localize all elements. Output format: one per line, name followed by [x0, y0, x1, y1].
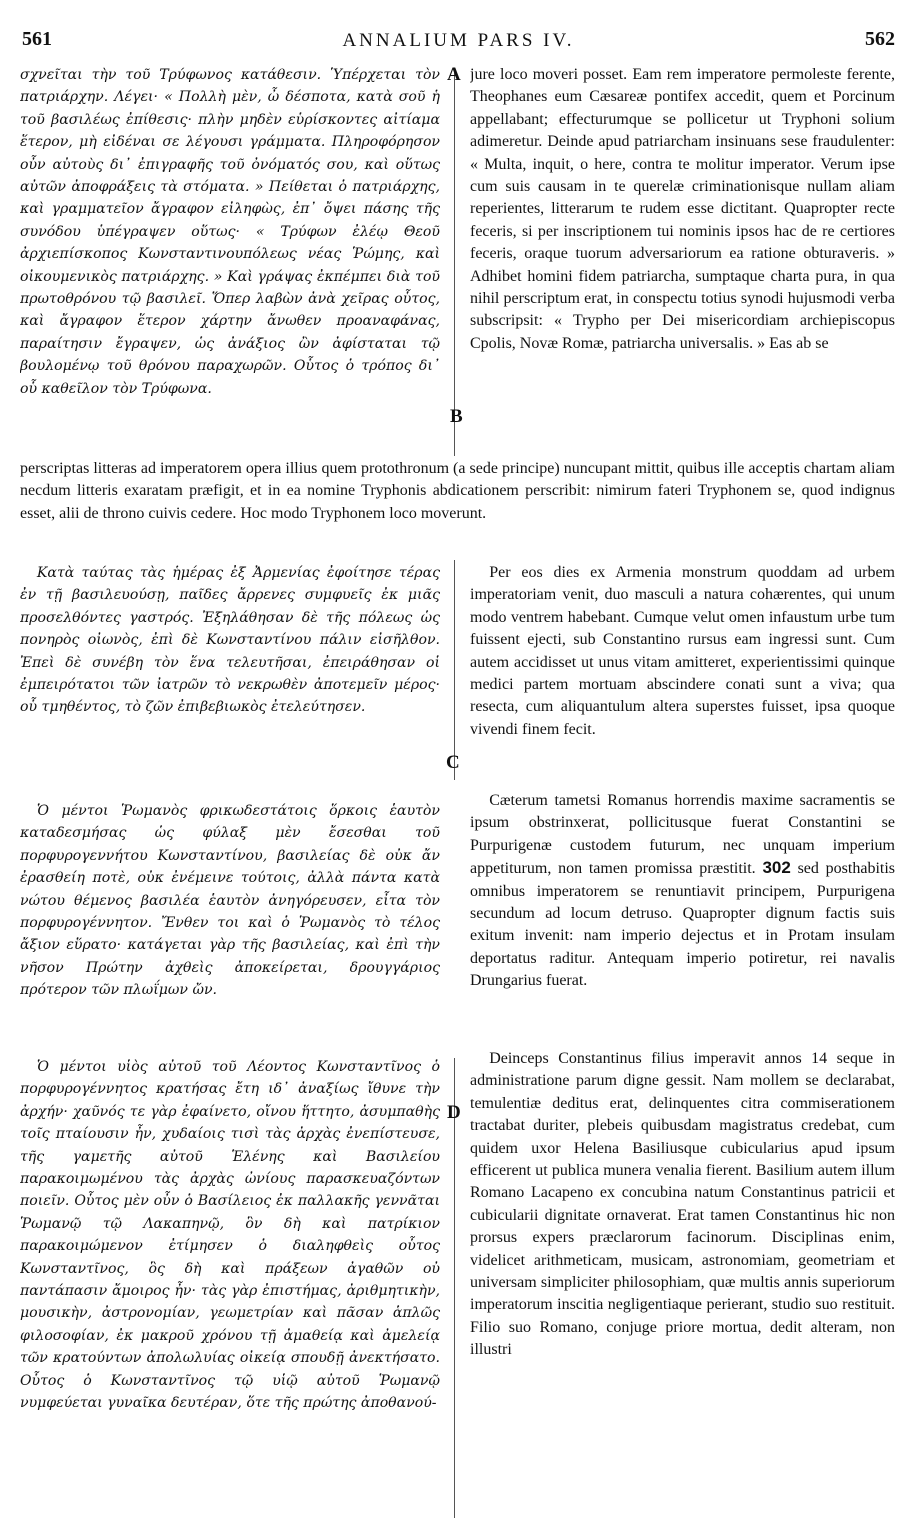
column-divider-bottom [454, 1058, 455, 1518]
column-divider-middle [454, 560, 455, 780]
latin-paragraph: Deinceps Constantinus filius imperavit annos 14 seque in administratione parum digne gessit. Nam mollem se declarabat, temulentiæ deditus erat, delinquentes citra commiserationem tractabat duriter, plebeis quibusdam magistratus credebat, cum quidem uxor Helena Basiliusque cubicularius apud ipsum efficerent ut publica munera venalia fierent. Basilium autem illum Romano Lacapeno ex concubina natum Constantinus patricii et cubicularii dignitate ornaverat. Erat tamen Constantinus hic non prorsus expers præclarorum facinorum. Disciplinas enim, videlicet arithmeticam, musicam, astronomiam, geometriam et universam simpliciter philosophiam, quæ multis annis superiorum imperatorum inscitia negligentiaque perierant, studio suo restituit. Filio suo Romano, conjuge priore mortua, dedit alteram, non illustri [470, 1050, 895, 1359]
page-number-left: 561 [22, 28, 52, 50]
page-number-right: 562 [865, 28, 895, 50]
greek-column-section-3 [20, 800, 440, 1050]
section-marker-c: C [446, 752, 460, 773]
latin-column-section-4 [470, 1048, 895, 1530]
greek-column-section-4 [20, 1056, 440, 1530]
section-marker-a: A [447, 64, 461, 85]
column-divider-top [454, 68, 455, 456]
latin-text: sed posthabitis omnibus imperatorem se renuntiavit principem, Purpurigena secundum ad locum detruso. Quapropter dignum factis suis exitum invenit: nam imperio dejectus et in Protam insulam deportatus raditur. Antequam imperio potiretur, rei navalis Drungarius fuerat. [470, 860, 895, 990]
latin-column-section-1 [470, 64, 895, 456]
greek-paragraph: Ὁ μέντοι Ῥωμανὸς φρικωδεστάτοις ὅρκοις ἑαυτὸν καταδεσμήσας ὡς φύλαξ μὲν ἔσεσθαι τοῦ πορφυρογεννήτου Κωνσταντίνου, βασιλείας δὲ οὐκ ἄν ἐρασθείη ποτὲ, οὐκ ἐνέμεινε τούτοις, ἀλλὰ πάντα κατὰ νώτου θέμενος βασιλέα ἑαυτὸν ἀνηγόρευσεν, εἶτα τὸν πορφυρογέννητον. Ἔνθεν τοι καὶ ὁ Ῥωμανὸς τὸ τέλος ἄξιον εὕρατο· κατάγεται γὰρ τῆς βασιλείας, καὶ ἐπὶ τὴν νῆσον Πρώτην ἀχθεὶς ἀποκείρεται, δρουγγάριος πρότερον τῶν πλωΐμων ὤν. [20, 803, 440, 999]
section-marker-b: B [450, 406, 463, 427]
latin-column-section-3 [470, 790, 895, 1046]
greek-paragraph: Ὁ μέντοι υἱὸς αὐτοῦ τοῦ Λέοντος Κωνσταντῖνος ὁ πορφυρογέννητος κρατήσας ἔτη ιδ᾽ ἀναξίως ἴθυνε τὴν ἀρχήν· χαῦνός τε γὰρ ἐφαίνετο, οἴνου ἥττητο, ἀσυμπαθὴς τοῖς πταίουσιν ἦν, χυδαίοις τισὶ τὰς ἀρχὰς ἐνεπίστευσε, τῆς γαμετῆς αὐτοῦ Ἑλένης καὶ Βασιλείου παρακοιμωμένου τὰς ἀρχὰς ὠνίους παρασκευαζόντων ποιεῖν. Οὗτος μὲν οὖν ὁ Βασίλειος ἐκ παλλακῆς γεννᾶται Ῥωμανῷ τῷ Λακαπηνῷ, ὃν δὴ καὶ πατρίκιον παρακοιμώμενον ἐτίμησεν ὁ διαληφθεὶς οὗτος Κωνσταντῖνος, ὃς δὴ καὶ πράξεων ἀγαθῶν οὐ παντάπασιν ἄμοιρος ἦν· τὰς γὰρ ἐπιστήμας, ἀριθμητικὴν, μουσικὴν, ἀστρονομίαν, γεωμετρίαν καὶ πᾶσαν ἁπλῶς φιλοσοφίαν, ἐκ μακροῦ χρόνου τῇ ἀμαθείᾳ καὶ ἀμελείᾳ τῶν κρατούντων ἀπολωλυίας οἰκείᾳ σπουδῇ ἀνεκτήσατο. Οὗτος ὁ Κωνσταντῖνος τῷ υἱῷ αὐτοῦ Ῥωμανῷ νυμφεύεται γυναῖκα δευτέραν, ὅτε τῆς πρώτης ἀποθανού- [20, 1059, 440, 1412]
latin-full-width-paragraph: perscriptas litteras ad imperatorem opera illius quem protothronum (a sede principe) nuncupant mittit, quibus ille acceptis chartam aliam necdum litteris exaratam præfigit, et in ea nomine Tryphonis abdicationem perscribit: nimirum fateri Tryphonem se, quod indignus esset, alii de throno cuivis cedere. Hoc modo Tryphonem loco moverunt. [20, 460, 895, 522]
greek-column-section-2 [20, 562, 440, 742]
section-marker-d: D [447, 1102, 461, 1123]
greek-column-section-1 [20, 64, 440, 456]
greek-paragraph: Κατὰ ταύτας τὰς ἡμέρας ἐξ Ἀρμενίας ἐφοίτησε τέρας ἐν τῇ βασιλευούσῃ, παῖδες ἄρρενες συμφυεῖς ἐκ μιᾶς προσελθόντες γαστρός. Ἐξηλάθησαν δὲ τῆς πόλεως ὡς πονηρὸς οἰωνὸς, ἐπὶ δὲ Κωνσταντίνου πάλιν εἰσῆλθον. Ἐπεὶ δὲ συνέβη τὸν ἕνα τελευτῆσαι, ἐπειράθησαν οἱ ἐμπειρότατοι τῶν ἰατρῶν τὸ νεκρωθὲν ἀποτεμεῖν μέρος· οὗ τμηθέντος, τὸ ζῶν ἐπιβεβιωκὸς ἐτελεύτησεν. [20, 565, 440, 716]
marginal-page-number: 302 [762, 858, 791, 878]
greek-paragraph: σχνεῖται τὴν τοῦ Τρύφωνος κατάθεσιν. Ὑπέρχεται τὸν πατριάρχην. Λέγει· « Πολλὴ μὲν, ὦ δέσποτα, κατὰ σοῦ ἡ τοῦ βασιλέως ἐπίθεσις· πλὴν μηδὲν εὑρίσκοντες αἰτίαμα ἕτερον, μὴ εἰδέναι σε λέγουσι γράμματα. Πληροφόρησον οὖν αὐτοὺς δι᾽ ἐπιγραφῆς τοῦ ὀνόματός σου, καὶ οὕτως αὐτῶν ἀποφράξεις τὰ στόματα. » Πείθεται ὁ πατριάρχης, καὶ γραμματεῖον ἄγραφον εἰληφὼς, ἐπ᾽ ὄψει πάσης τῆς συνόδου ὑπέγραψεν οὕτως· « Τρύφων ἐλέῳ Θεοῦ ἀρχιεπίσκοπος Κωνσταντινουπόλεως νέας Ῥώμης, καὶ οἰκουμενικὸς πατριάρχης. » Καὶ γράψας ἐκπέμπει διὰ τοῦ πρωτοθρόνου τῷ βασιλεῖ. Ὅπερ λαβὼν ἀνὰ χεῖρας οὗτος, καὶ ἄγραφον ἕτερον χάρτην ἄνωθεν προαναφάνας, παραίτησιν ἔγραψεν, ὡς ἀνάξιος ὢν ἀφίσταται τῷ βουλομένῳ τοῦ θρόνου παραχωρῶν. Οὗτος ὁ τρόπος δι᾽ οὗ καθεῖλον τὸν Τρύφωνα. [20, 67, 440, 397]
running-title: ANNALIUM PARS IV. [342, 30, 575, 51]
latin-paragraph [470, 790, 895, 993]
latin-text: Cæterum tametsi Romanus horrendis maxime sacramentis se ipsum obstrinxerat, pollicitusque fuerat Constantini se Purpurigenæ custodem futurum, nec unquam imperium appetiturum, non tamen promissa præstitit. [470, 792, 895, 878]
latin-column-section-2 [470, 562, 895, 786]
latin-paragraph: jure loco moveri posset. Eam rem imperatore permoleste ferente, Theophanes eum Cæsareæ pontifex accedit, quem et Porcinum appellabant; effecturumque se pollicetur ut Tryphoni solium adimeretur. Deinde apud patriarcham insinuans sese fraudulenter: « Multa, inquit, o here, contra te molitur imperator. Verum ipse cum suis causam in te querelæ criminationisque nullam aliam reperientes, litterarum te rudem esse dictitant. Quapropter recte feceris, si per inscriptionem tui nominis ipsos hac de re certiores feceris, oraque tuorum adversariorum ea ratione obturaveris. » Adhibet homini fidem patriarcha, sumptaque charta pura, in qua nihil perscriptum erat, in conspectu totius synodi hujusmodi verba subscripsit: « Trypho per Dei misericordiam archiepiscopus Cpolis, Novæ Romæ, patriarcha universalis. » Eas ab se [470, 66, 895, 352]
latin-paragraph: Per eos dies ex Armenia monstrum quoddam ad urbem imperatoriam venit, duo masculi a natura cohærentes, qui unum modo ventrem habebant. Cumque velut omen infaustum urbe tum fuissent ejecti, sub Constantino rursus eam ingressi sunt. Cum autem accidisset ut unus vitam amitteret, experientissimi quinque medici partem mortuam abscindere conati sunt a viva; qua resecta, cum aliquantulum altera superstes fuisset, ipsa quoque vivendi finem fecit. [470, 564, 895, 738]
page-header [22, 28, 895, 58]
